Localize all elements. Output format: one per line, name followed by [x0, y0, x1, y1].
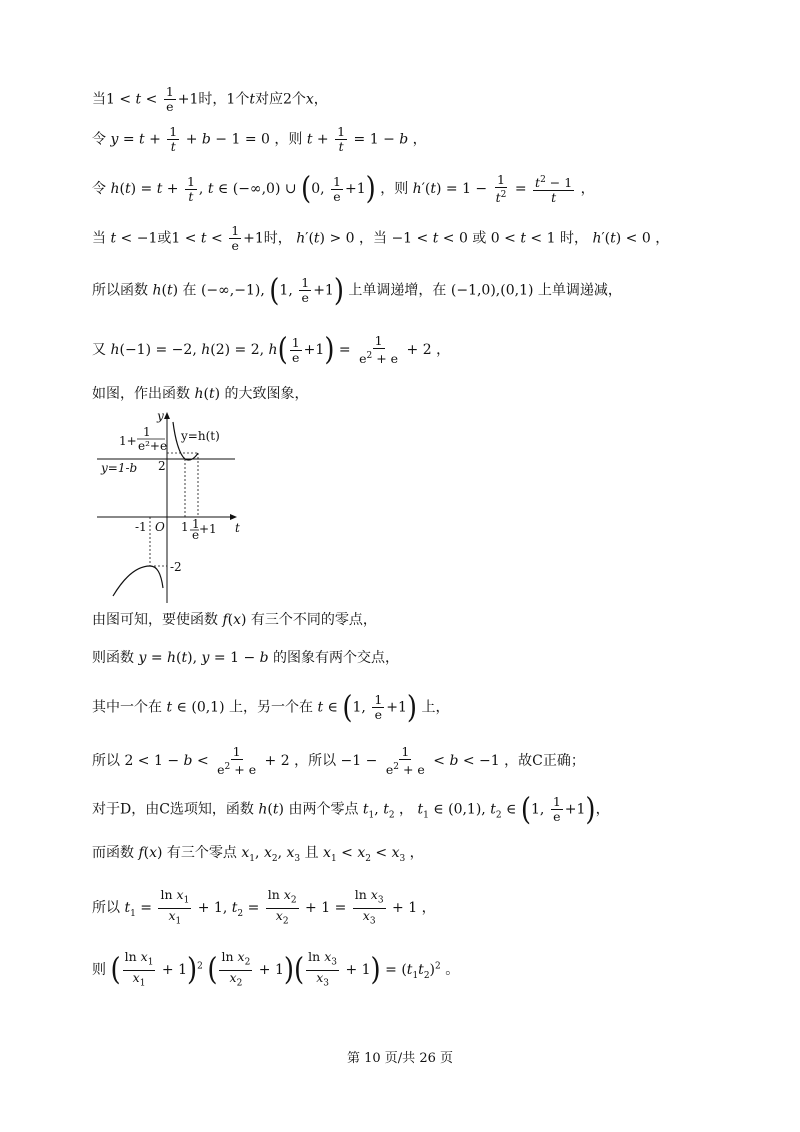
- tick-e-num: 1: [192, 517, 200, 531]
- top-tick-den: e²+e: [138, 439, 168, 453]
- tick-e-suffix: +1: [199, 522, 217, 536]
- origin-label: O: [155, 520, 165, 534]
- x-axis-arrow: [230, 514, 237, 520]
- top-tick-num: 1: [143, 425, 151, 439]
- text-line-5: 所以函数 h(t) 在 (−∞,−1), (1, $\frac{1}{e}$ +1) 上单调递增，在 (−1,0),(0,1) 上单调递减，: [92, 272, 622, 309]
- text-line-15: 则 ( $\frac{\ln x_1}{x_1}$ + 1)$^2$ ( $\frac{\ln x_2}{x_2}$ + 1)( $\frac{\ln x_3}{x_3}$ + $1) = (t_1t_2)^2$ 。: [92, 949, 460, 988]
- x-axis-label: t: [235, 521, 240, 535]
- text-line-13: 而函数 f(x) 有三个零点 $x_1$, $x_2$, $x_3$ 且 $x_1 < x_2 < x_3$ ，: [92, 845, 424, 864]
- tick-1: 1: [181, 520, 189, 534]
- page-footer: 第 10 页/共 26 页: [347, 1051, 453, 1066]
- text-line-11: 所以 2 < 1 − b < $\frac{1}{e^2 + e}$ + 2 ，所以 −1 − $\frac{1}{e^2 + e}$ < b < −1 ，故C正确；: [92, 744, 585, 778]
- text-line-3: 令 h(t) = t + $\frac{1}{t}$ , t ∈ (−∞,0) ∪ (0, $\frac{1}{e}$ +1) ，则 h′(t) = 1 − $\frac{1}{t^2}$ = $\frac{t^2 - 1}{t}$ ，: [92, 171, 595, 208]
- top-tick-prefix: 1+: [119, 434, 137, 448]
- text-line-12: 对于D，由C选项知，函数 h(t) 由两个零点 $t_1$, $t_2$ ， $t_1$ ∈ (0,1), $t_2$ ∈ (1, $\frac{1}{e}$ +1)，: [92, 791, 610, 828]
- tick-2: 2: [158, 459, 166, 473]
- text-line-9: 则函数 y = h(t), y = 1 − b 的图象有两个交点，: [92, 650, 400, 666]
- text-line-10: 其中一个在 t ∈ (0,1) 上，另一个在 t ∈ (1, $\frac{1}{e}$ +1) 上，: [92, 689, 450, 726]
- text-line-4: 当 t < −1或1 < t < $\frac{1}{e}$ +1时， h′(t) > 0 ，当 −1 < t < 0 或 0 < t < 1 时， h′(t) < 0 ，: [92, 223, 670, 253]
- text-line-8: 由图可知，要使函数 f(x) 有三个不同的零点，: [92, 612, 377, 628]
- tick-minus-2: -2: [170, 560, 182, 574]
- function-graph: [95, 408, 255, 603]
- line-label: y=1-b: [101, 461, 138, 475]
- text-line-14: 所以 $t_1$ = $\frac{\ln x_1}{x_1}$ + 1, $t_2$ = $\frac{\ln x_2}{x_2}$ + 1 = $\frac{\ln x_3}{x_3}$ + 1 ，: [92, 887, 436, 926]
- curve-left-branch: [113, 566, 163, 596]
- text-line-6: 又 h(−1) = −2, h(2) = 2, h( $\frac{1}{e}$ +1) = $\frac{1}{e^2 + e}$ + 2 ，: [92, 332, 451, 369]
- text-line-2: 令 y = t + $\frac{1}{t}$ + b − 1 = 0 ，则 t + $\frac{1}{t}$ = 1 − b ，: [92, 124, 427, 154]
- text-line-1: 当1 < t < $\frac{1}{e}$ +1时，1个t对应2个x，: [92, 84, 328, 114]
- y-axis-label: y: [157, 409, 164, 423]
- curve-label: y=h(t): [181, 429, 220, 443]
- text-line-7: 如图，作出函数 h(t) 的大致图象，: [92, 386, 309, 402]
- y-axis-arrow: [164, 412, 170, 419]
- tick-minus-1: -1: [135, 520, 147, 534]
- tick-e-den: e: [192, 528, 200, 542]
